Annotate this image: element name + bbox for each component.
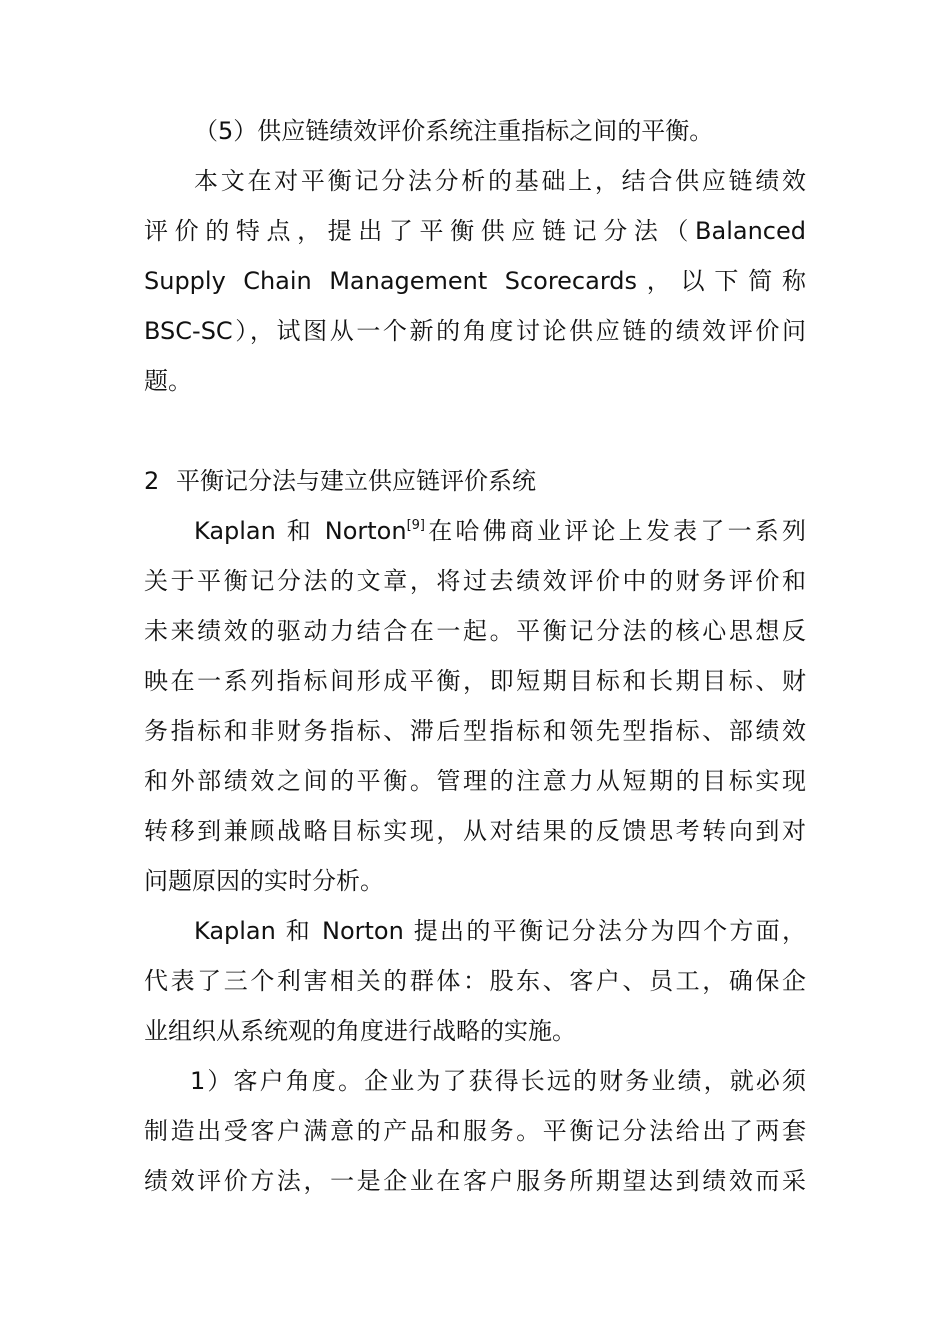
citation-ref: [9] [406, 518, 425, 533]
paragraph-line: 本文在对平衡记分法分析的基础上，结合供应链绩效 [194, 167, 806, 195]
paragraph-line: 问题原因的实时分析。 [144, 867, 384, 895]
document-page [144, 106, 806, 1206]
section-heading [144, 456, 806, 506]
paragraph-line: 题。 [144, 367, 192, 395]
author-names: Kaplan 和 Norton [194, 517, 407, 545]
section-number: 2 [144, 467, 160, 495]
paragraph-line: 转移到兼顾战略目标实现，从对结果的反馈思考转向到对 [144, 817, 806, 845]
paragraph-line: 关于平衡记分法的文章，将过去绩效评价中的财务评价和 [144, 567, 806, 595]
section-spacer [144, 406, 806, 456]
paragraph-text: 在哈佛商业评论上发表了一系列 [424, 517, 806, 545]
intro-paragraph [144, 156, 806, 406]
paragraph-line: 制造出受客户满意的产品和服务。平衡记分法给出了两套 [144, 1117, 806, 1145]
list-item-5: （5）供应链绩效评价系统注重指标之间的平衡。 [194, 117, 714, 145]
paragraph-line: 绩效评价方法，一是企业在客户服务所期望达到绩效而采 [144, 1167, 806, 1195]
paragraph-line: Kaplan 和 Norton 提出的平衡记分法分为四个方面， [194, 917, 806, 945]
paragraph-line: 1）客户角度。企业为了获得长远的财务业绩，就必须 [190, 1067, 806, 1095]
paragraph-line [144, 506, 806, 556]
paragraph-line: BSC-SC），试图从一个新的角度讨论供应链的绩效评价问 [144, 317, 806, 345]
section2-paragraph-2 [144, 906, 806, 1056]
section2-paragraph-3 [144, 1056, 806, 1206]
paragraph-line: 评价的特点，提出了平衡供应链记分法（Balanced [144, 217, 806, 245]
paragraph-line: 未来绩效的驱动力结合在一起。平衡记分法的核心思想反 [144, 617, 806, 645]
paragraph-line: 务指标和非财务指标、滞后型指标和领先型指标、部绩效 [144, 717, 806, 745]
section-title: 平衡记分法与建立供应链评价系统 [176, 467, 536, 495]
paragraph-line: 和外部绩效之间的平衡。管理的注意力从短期的目标实现 [144, 767, 806, 795]
paragraph-line: 业组织从系统观的角度进行战略的实施。 [144, 1017, 576, 1045]
section2-paragraph-1 [144, 506, 806, 906]
paragraph-line: 代表了三个利害相关的群体：股东、客户、员工，确保企 [144, 967, 806, 995]
paragraph-line: 映在一系列指标间形成平衡，即短期目标和长期目标、财 [144, 667, 806, 695]
paragraph-line: Supply Chain Management Scorecards，以下简称 [144, 267, 806, 295]
